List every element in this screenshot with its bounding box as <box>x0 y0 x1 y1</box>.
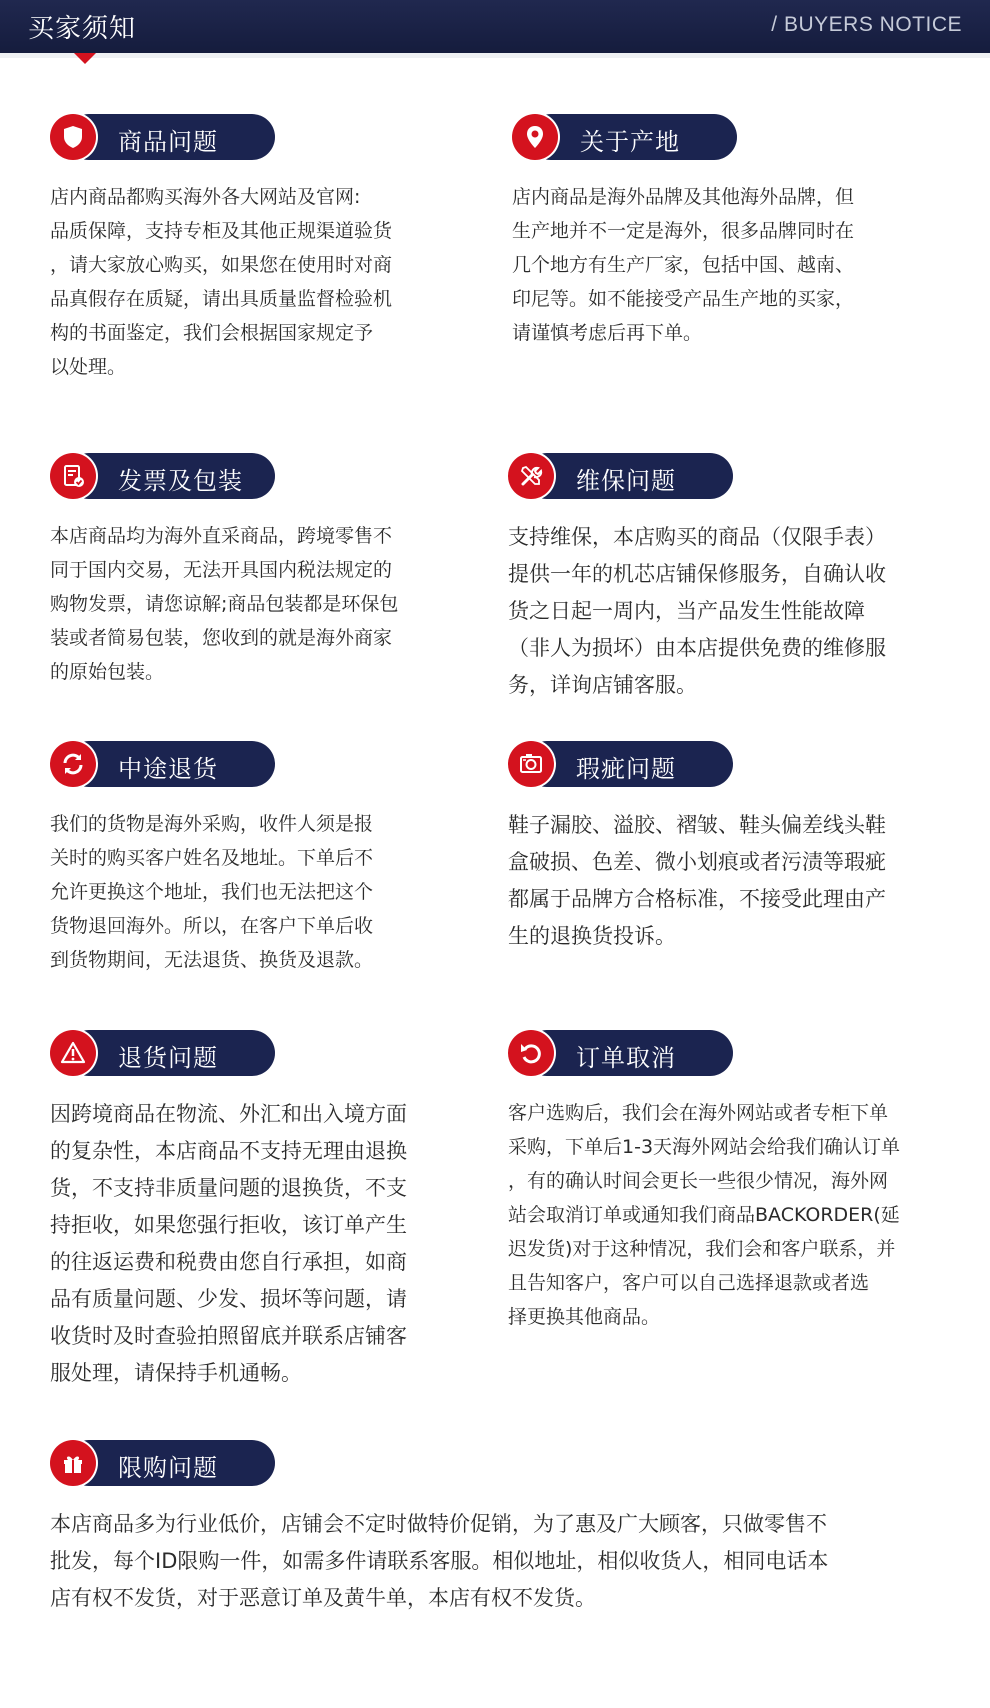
section-heading <box>508 1030 733 1076</box>
section-title: 商品问题 <box>118 128 218 156</box>
header-bar <box>0 0 990 53</box>
section-title: 瑕疵问题 <box>576 755 676 783</box>
section-warranty <box>508 453 958 704</box>
page-subtitle: / BUYERS NOTICE <box>771 13 962 36</box>
header-divider <box>0 53 990 58</box>
section-body: 本店商品均为海外直采商品，跨境零售不 同于国内交易，无法开具国内税法规定的 购物发票，请您谅解;商品包装都是环保包 装或者简易包装，您收到的就是海外商家 的原始包装。 <box>50 525 399 683</box>
section-body: 我们的货物是海外采购，收件人须是报 关时的购买客户姓名及地址。下单后不 允许更换这个地址，我们也无法把这个 货物退回海外。所以，在客户下单后收 到货物期间，无法退货、换货及退款。 <box>50 813 374 971</box>
section-body: 支持维保，本店购买的商品（仅限手表） 提供一年的机芯店铺保修服务，自确认收 货之日起一周内，当产品发生性能故障 （非人为损坏）由本店提供免费的维修服 务，详询店铺客服。 <box>508 525 886 697</box>
section-return-issues <box>50 1030 480 1392</box>
section-heading <box>50 453 275 499</box>
shield-icon <box>50 114 96 160</box>
section-title: 限购问题 <box>118 1454 218 1482</box>
section-order-cancel <box>508 1030 978 1334</box>
page-title: 买家须知 <box>28 14 137 44</box>
section-invoice-packaging <box>50 453 470 689</box>
section-heading <box>50 1440 275 1486</box>
gift-icon <box>50 1440 96 1486</box>
invoice-check-icon <box>50 453 96 499</box>
section-body: 客户选购后，我们会在海外网站或者专柜下单 采购，下单后1-3天海外网站会给我们确认订单 ，有的确认时间会更长一些很少情况，海外网 站会取消订单或通知我们商品BACKORDER(延 迟发货)对于这种情况，我们会和客户联系，并 且告知客户，客户可以自己选择退款或者选 择更换其他商品。 <box>508 1102 901 1328</box>
section-origin <box>512 114 942 350</box>
camera-icon <box>508 741 554 787</box>
section-body: 鞋子漏胶、溢胶、褶皱、鞋头偏差线头鞋 盒破损、色差、微小划痕或者污渍等瑕疵 都属于品牌方合格标准，不接受此理由产 生的退换货投诉。 <box>508 813 886 948</box>
section-title: 中途退货 <box>118 755 218 783</box>
section-body: 本店商品多为行业低价，店铺会不定时做特价促销，为了惠及广大顾客，只做零售不 批发，每个ID限购一件，如需多件请联系客服。相似地址，相似收货人，相同电话本 店有权不发货，对于恶意订单及黄牛单，本店有权不发货。 <box>50 1512 829 1610</box>
section-heading <box>50 741 275 787</box>
section-defects <box>508 741 958 955</box>
section-heading <box>512 114 737 160</box>
section-midway-return <box>50 741 470 977</box>
section-body: 店内商品是海外品牌及其他海外品牌，但 生产地并不一定是海外，很多品牌同时在 几个地方有生产厂家，包括中国、越南、 印尼等。如不能接受产品生产地的买家， 请谨慎考虑后再下单。 <box>512 186 855 344</box>
tools-icon <box>508 453 554 499</box>
header-pointer <box>74 53 96 64</box>
section-title: 发票及包装 <box>118 467 243 495</box>
section-title: 订单取消 <box>576 1044 676 1072</box>
section-heading <box>50 114 275 160</box>
warning-icon <box>50 1030 96 1076</box>
section-heading <box>508 453 733 499</box>
section-title: 退货问题 <box>118 1044 218 1072</box>
undo-icon <box>508 1030 554 1076</box>
section-title: 维保问题 <box>576 467 676 495</box>
section-heading <box>50 1030 275 1076</box>
section-heading <box>508 741 733 787</box>
section-purchase-limit <box>50 1440 970 1617</box>
refresh-icon <box>50 741 96 787</box>
section-body: 店内商品都购买海外各大网站及官网: 品质保障，支持专柜及其他正规渠道验货 ，请大家放心购买，如果您在使用时对商 品真假存在质疑，请出具质量监督检验机 构的书面鉴定，我们会根据国家规定予 以处理。 <box>50 186 393 378</box>
section-body: 因跨境商品在物流、外汇和出入境方面 的复杂性，本店商品不支持无理由退换 货，不支持非质量问题的退换货，不支 持拒收，如果您强行拒收，该订单产生 的往返运费和税费由您自行承担，如商 品有质量问题、少发、损坏等问题，请 收货时及时查验拍照留底并联系店铺客 服处理，请保持手机通畅。 <box>50 1102 407 1385</box>
section-title: 关于产地 <box>580 128 680 156</box>
section-product-issues <box>50 114 460 384</box>
location-pin-icon <box>512 114 558 160</box>
